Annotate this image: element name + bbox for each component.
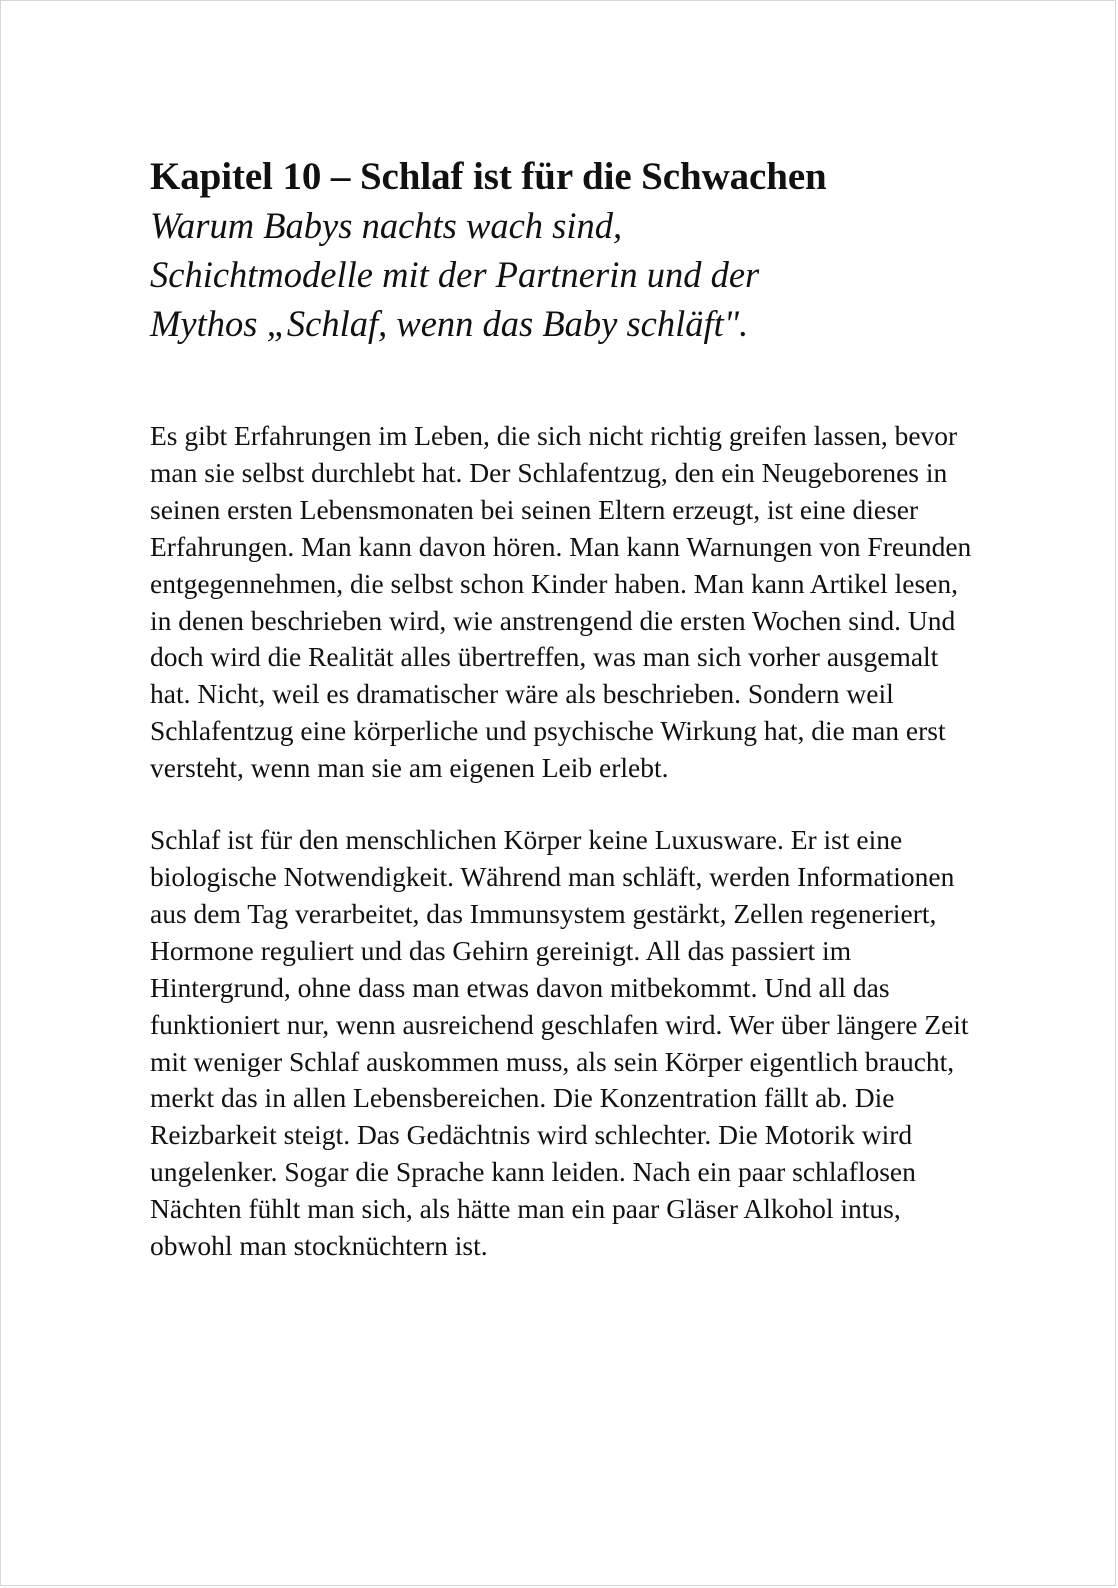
chapter-title: Kapitel 10 – Schlaf ist für die Schwachen bbox=[150, 155, 827, 198]
chapter-subtitle-line: Mythos „Schlaf, wenn das Baby schläft". bbox=[150, 303, 749, 344]
page-content bbox=[150, 153, 980, 1300]
chapter-subtitle bbox=[150, 201, 980, 348]
body-text bbox=[150, 418, 980, 1265]
paragraph: Es gibt Erfahrungen im Leben, die sich nicht richtig greifen lassen, bevor man sie selbst durchlebt hat. Der Schlafentzug, den ein Neugeborenes in seinen ersten Lebensmonaten bei seinen Eltern erzeugt, ist eine dieser Erfahrungen. Man kann davon hören. Man kann Warnungen von Freunden entgegennehmen, die selbst schon Kinder haben. Man kann Artikel lesen, in denen beschrieben wird, wie anstrengend die ersten Wochen sind. Und doch wird die Realität alles übertreffen, was man sich vorher ausgemalt hat. Nicht, weil es dramatischer wäre als beschrieben. Sondern weil Schlafentzug eine körperliche und psychische Wirkung hat, die man erst versteht, wenn man sie am eigenen Leib erlebt. bbox=[150, 420, 972, 784]
chapter-subtitle-line: Warum Babys nachts wach sind, bbox=[150, 205, 623, 246]
chapter-subtitle-line: Schichtmodelle mit der Partnerin und der bbox=[150, 254, 760, 295]
paragraph: Schlaf ist für den menschlichen Körper keine Luxusware. Er ist eine biologische Notwendigkeit. Während man schläft, werden Informationen aus dem Tag verarbeitet, das Immunsystem gestärkt, Zellen regeneriert, Hormone reguliert und das Gehirn gereinigt. All das passiert im Hintergrund, ohne dass man etwas davon mitbekommt. Und all das funktioniert nur, wenn ausreichend geschlafen wird. Wer über längere Zeit mit weniger Schlaf auskommen muss, als sein Körper eigentlich braucht, merkt das in allen Lebensbereichen. Die Konzentration fällt ab. Die Reizbarkeit steigt. Das Gedächtnis wird schlechter. Die Motorik wird ungelenker. Sogar die Sprache kann leiden. Nach ein paar schlaflosen Nächten fühlt man sich, als hätte man ein paar Gläser Alkohol intus, obwohl man stocknüchtern ist. bbox=[150, 824, 969, 1262]
